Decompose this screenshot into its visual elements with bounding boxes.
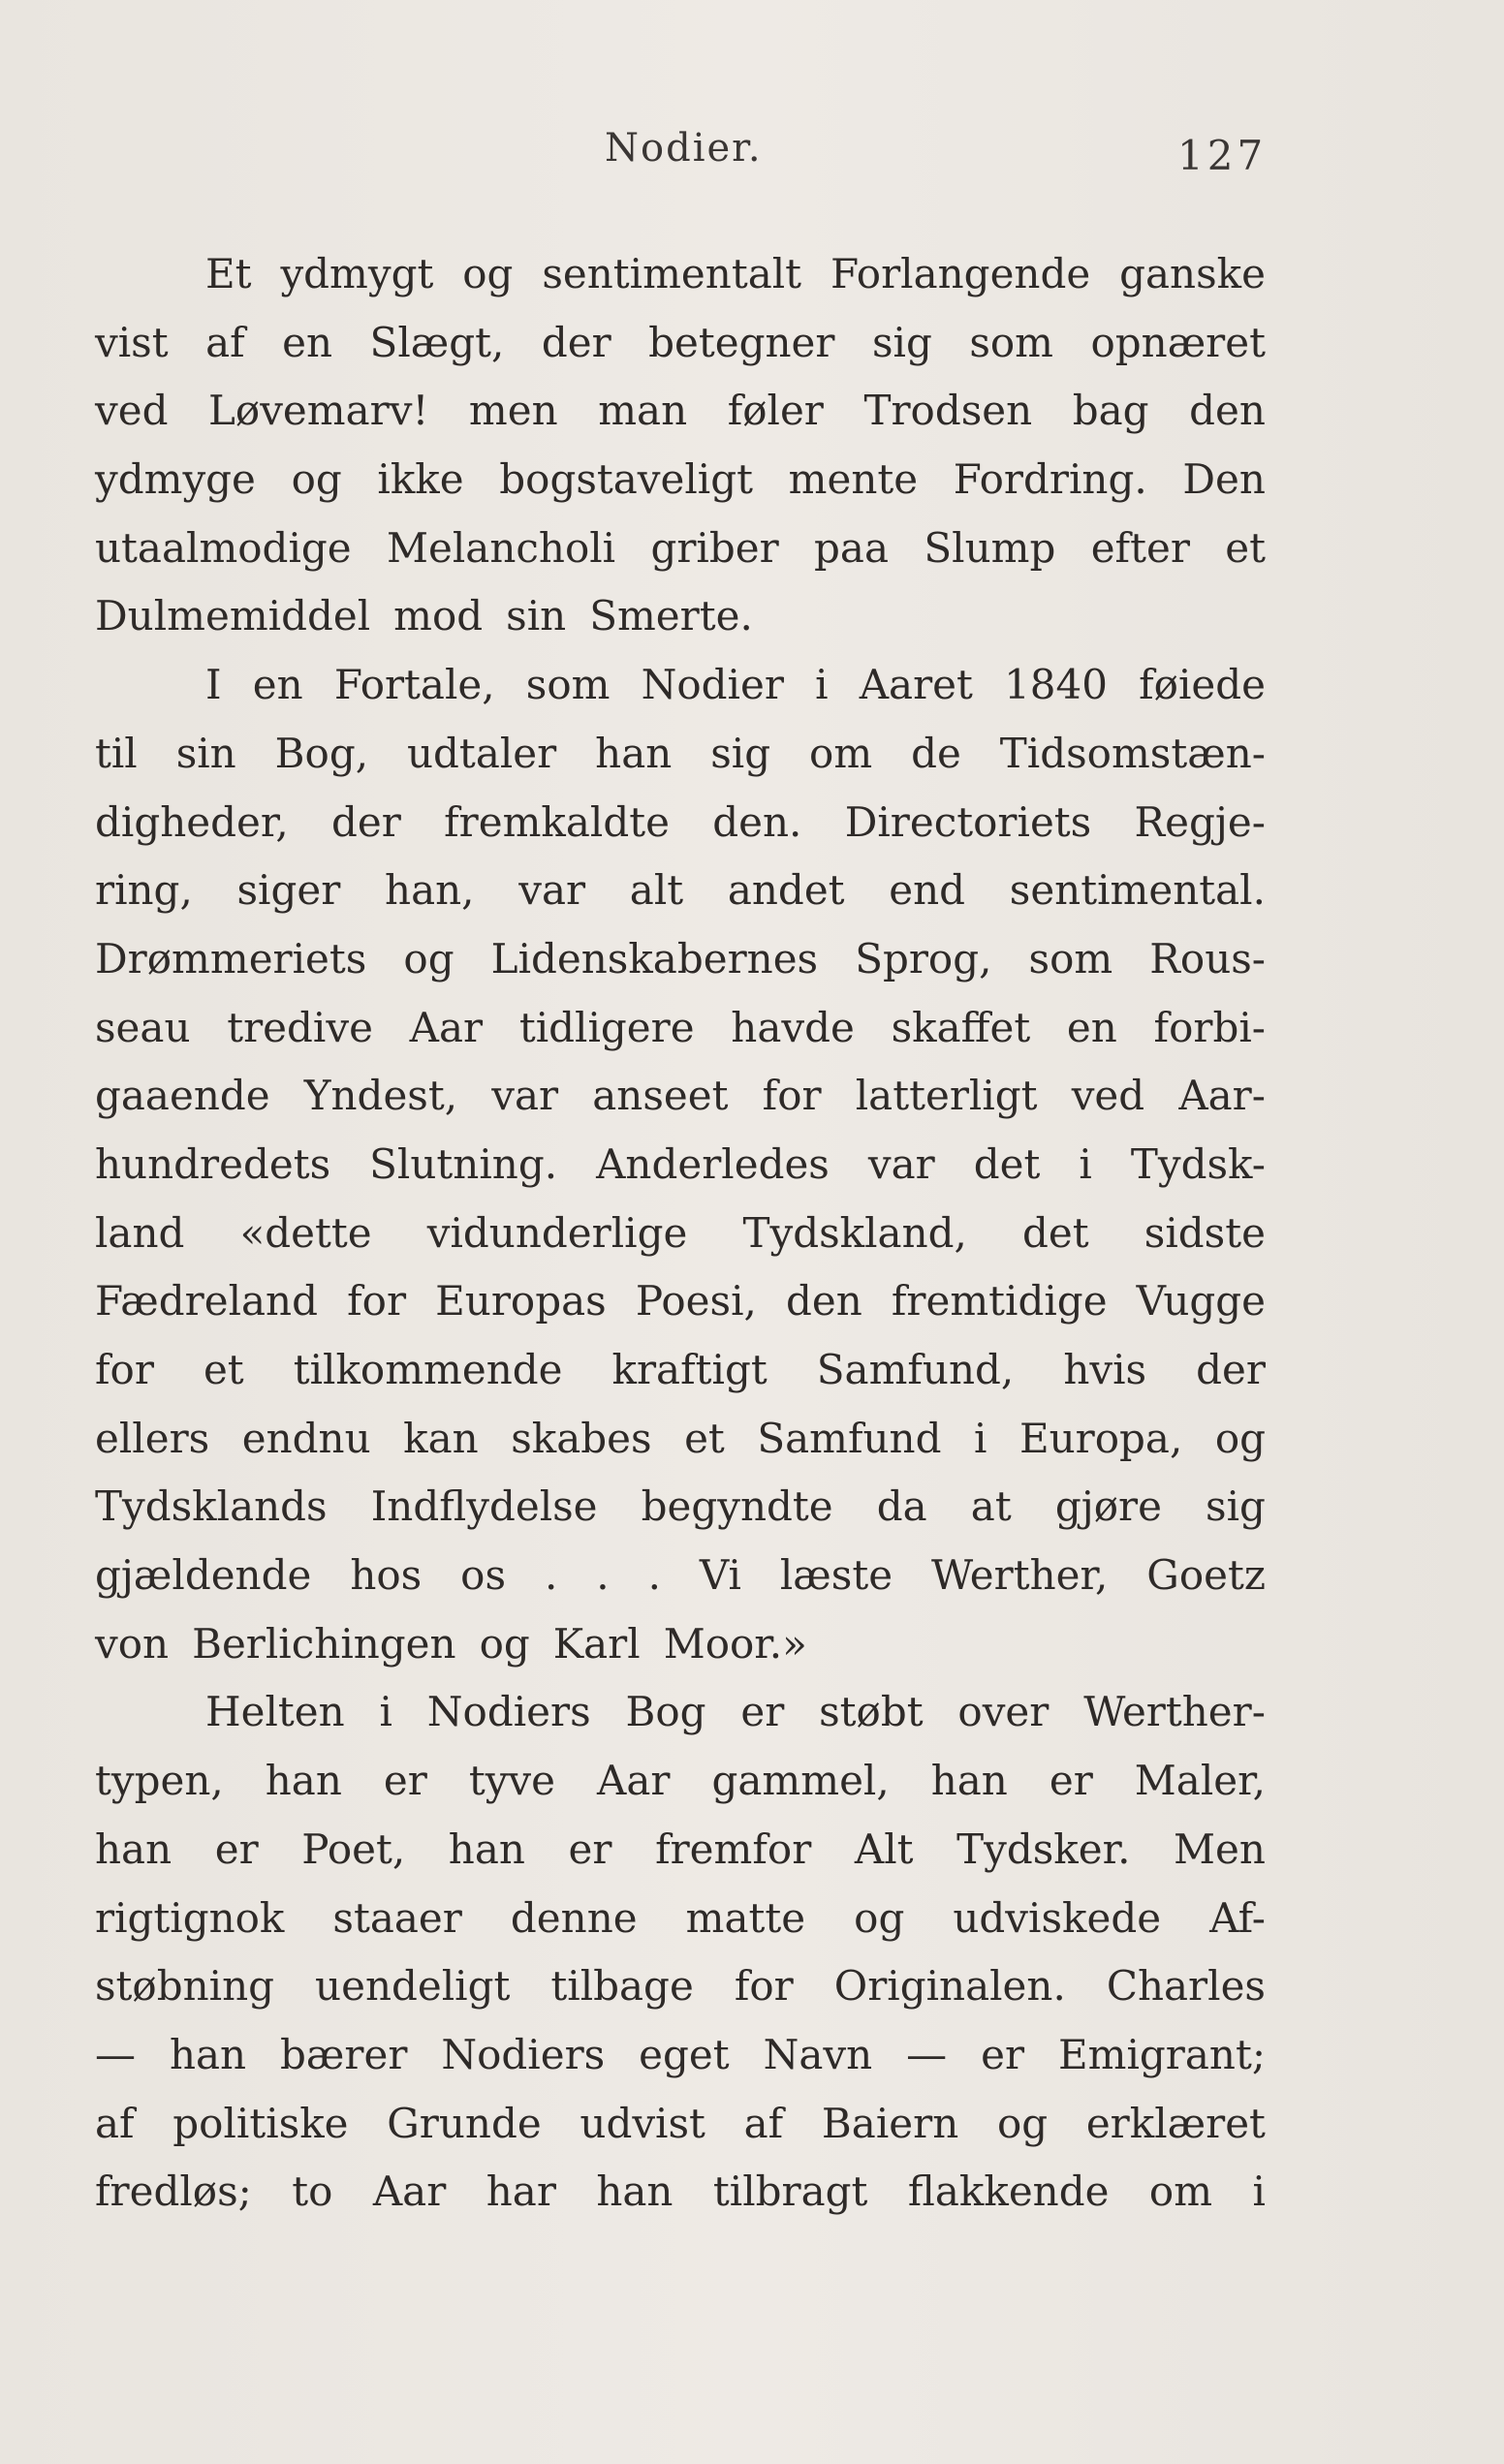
text-line: Helten i Nodiers Bog er støbt over Werther- — [205, 1688, 1266, 1736]
text-line: ved Løvemarv! men man føler Trodsen bag den — [95, 387, 1266, 435]
text-line: ring, siger han, var alt andet end sentimental. — [95, 866, 1266, 915]
text-line: von Berlichingen og Karl Moor.» — [95, 1619, 807, 1668]
text-line: hundredets Slutning. Anderledes var det i Tydsk- — [95, 1139, 1266, 1188]
text-line: — han bærer Nodiers eget Navn — er Emigrant; — [95, 2030, 1266, 2078]
running-head-title: Nodier. — [605, 126, 763, 171]
text-line: utaalmodige Melancholi griber paa Slump efter et — [95, 523, 1266, 572]
text-line: ellers endnu kan skabes et Samfund i Europa, og — [95, 1414, 1266, 1462]
text-line: støbning uendeligt tilbage for Originalen. Charles — [95, 1962, 1266, 2011]
text-line: gaaende Yndest, var anseet for latterligt ved Aar- — [95, 1072, 1266, 1120]
text-line: han er Poet, han er fremfor Alt Tydsker. Men — [95, 1825, 1266, 1873]
text-line: Dulmemiddel mod sin Smerte. — [95, 592, 753, 640]
text-line: for et tilkommende kraftigt Samfund, hvis der — [95, 1346, 1266, 1393]
text-line: af politiske Grunde udvist af Baiern og erklæret — [95, 2099, 1266, 2147]
text-line: Fædreland for Europas Poesi, den fremtidige Vugge — [95, 1277, 1266, 1326]
text-line: rigtignok staaer denne matte og udviskede Af- — [95, 1893, 1266, 1942]
text-line: Et ydmygt og sentimentalt Forlangende ganske — [205, 250, 1266, 297]
page-number: 127 — [1177, 132, 1268, 179]
text-line: Tydsklands Indflydelse begyndte da at gjøre sig — [95, 1482, 1266, 1531]
running-head — [0, 126, 1504, 184]
text-line: I en Fortale, som Nodier i Aaret 1840 føiede — [205, 661, 1266, 709]
text-line: fredløs; to Aar har han tilbragt flakkende om i — [95, 2168, 1266, 2216]
text-line: til sin Bog, udtaler han sig om de Tidsomstæn- — [95, 729, 1266, 777]
text-line: seau tredive Aar tidligere havde skaffet en forbi- — [95, 1003, 1266, 1051]
text-line: land «dette vidunderlige Tydskland, det sidste — [95, 1208, 1266, 1257]
text-line: gjældende hos os . . . Vi læste Werther, Goetz — [95, 1551, 1266, 1600]
text-line: digheder, der fremkaldte den. Directoriets Regje- — [95, 797, 1266, 846]
text-line: ydmyge og ikke bogstaveligt mente Fordring. Den — [95, 455, 1266, 504]
text-line: vist af en Slægt, der betegner sig som opnæret — [95, 318, 1266, 366]
text-line: Drømmeriets og Lidenskabernes Sprog, som Rous- — [95, 934, 1266, 982]
body-text — [95, 240, 1266, 2227]
text-line: typen, han er tyve Aar gammel, han er Maler, — [95, 1757, 1266, 1805]
